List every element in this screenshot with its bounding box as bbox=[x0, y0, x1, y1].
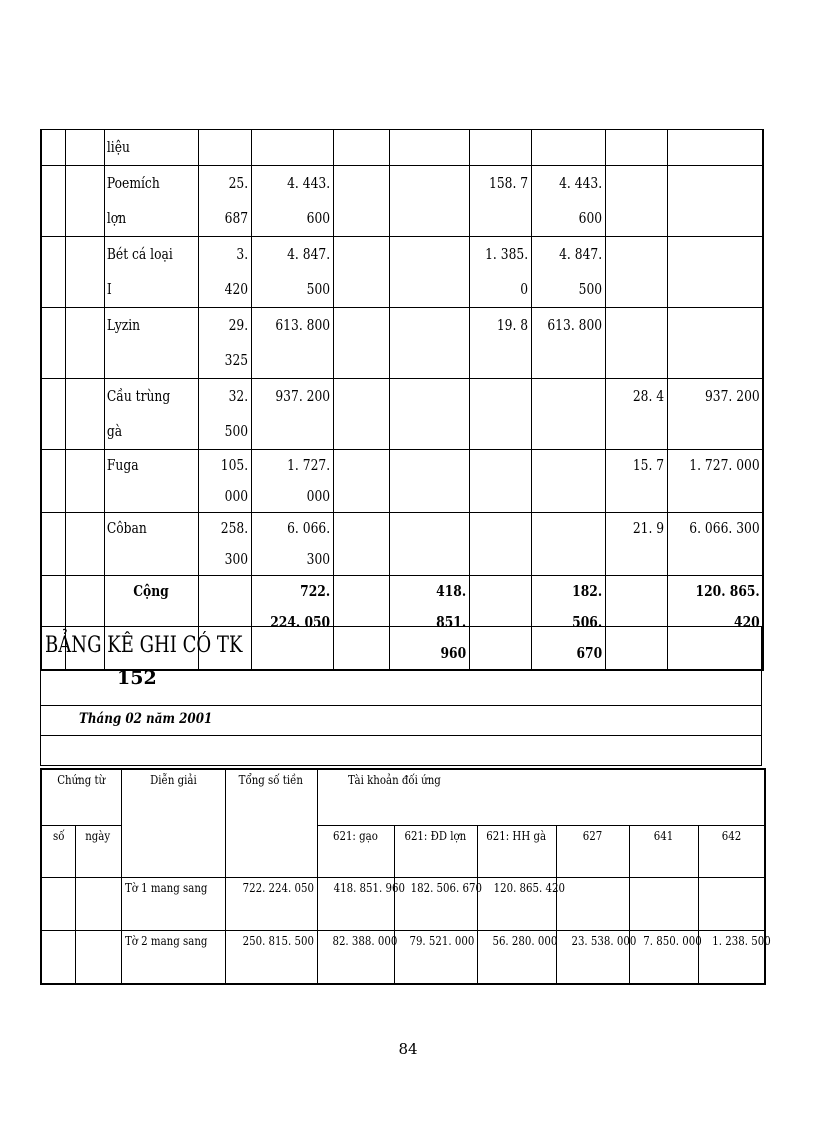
amount-cell: 1. 727. 000 bbox=[266, 450, 333, 513]
material-name-cell: Cầu trùng gà bbox=[104, 379, 181, 450]
voucher-date-header: ngày bbox=[75, 825, 121, 877]
account-header: 627 bbox=[556, 825, 629, 877]
material-name-cell: Poemích lợn bbox=[104, 166, 181, 237]
value-cell bbox=[556, 877, 629, 930]
quantity-cell: 258. 300 bbox=[208, 513, 251, 576]
material-name-cell: Côban bbox=[104, 513, 181, 576]
table-row bbox=[41, 308, 763, 379]
quantity-cell: 105. 000 bbox=[208, 450, 251, 513]
quantity-cell: 32. 500 bbox=[208, 379, 251, 450]
value-cell: 23. 538. 000 bbox=[556, 930, 629, 984]
ledger-header-box bbox=[40, 626, 762, 766]
table-row bbox=[41, 877, 765, 930]
account-header: 642 bbox=[698, 825, 765, 877]
total-header: Tổng số tiền bbox=[225, 769, 317, 877]
value-cell: 613. 800 bbox=[544, 308, 605, 379]
amount-cell: 6. 066. 300 bbox=[266, 513, 333, 576]
counter-account-header: Tài khoản đối ứng bbox=[317, 769, 765, 825]
voucher-no-header: số bbox=[41, 825, 75, 877]
description-cell: Tờ 2 mang sang bbox=[121, 930, 225, 984]
quantity-cell: 29. 325 bbox=[208, 308, 251, 379]
quantity-cell: 25. 687 bbox=[208, 166, 251, 237]
table-row bbox=[41, 237, 763, 308]
page-number: 84 bbox=[398, 1040, 418, 1058]
value-cell: 418. 851. 960 bbox=[317, 877, 394, 930]
period-label: Tháng 02 năm 2001 bbox=[79, 711, 213, 727]
material-name-cell: Lyzin bbox=[104, 308, 181, 379]
value-cell bbox=[698, 877, 765, 930]
value-cell: 82. 388. 000 bbox=[317, 930, 394, 984]
table-row bbox=[41, 379, 763, 450]
value-cell: 120. 865. 420 bbox=[477, 877, 556, 930]
value-cell: 937. 200 bbox=[684, 379, 763, 450]
value-cell: 7. 850. 000 bbox=[629, 930, 698, 984]
amount-cell: 613. 800 bbox=[266, 308, 333, 379]
divider bbox=[41, 735, 761, 736]
total-value-cell: 182. 506. 670 bbox=[544, 576, 605, 671]
total-label: Cộng bbox=[112, 576, 189, 671]
amount-cell: 937. 200 bbox=[266, 379, 333, 450]
value-cell: 182. 506. 670 bbox=[394, 877, 477, 930]
account-header: 621: HH gà bbox=[477, 825, 556, 877]
description-header: Diễn giải bbox=[121, 769, 225, 877]
value-cell: 79. 521. 000 bbox=[394, 930, 477, 984]
value-cell: 1. 238. 500 bbox=[698, 930, 765, 984]
table-row bbox=[41, 130, 763, 166]
amount-cell: 4. 443. 600 bbox=[266, 166, 333, 237]
material-name-cell: Bét cá loại I bbox=[104, 237, 181, 308]
amount-cell: 4. 847. 500 bbox=[266, 237, 333, 308]
total-value-cell: 418. 851. 960 bbox=[403, 576, 469, 671]
value-cell: 21. 9 bbox=[616, 513, 667, 576]
description-cell: Tờ 1 mang sang bbox=[121, 877, 225, 930]
total-cell: 722. 224. 050 bbox=[225, 877, 317, 930]
table-row bbox=[41, 513, 763, 576]
total-cell: 250. 815. 500 bbox=[225, 930, 317, 984]
divider bbox=[41, 705, 761, 706]
quantity-cell: 3. 420 bbox=[208, 237, 251, 308]
value-cell: 1. 385. 0 bbox=[480, 237, 531, 308]
value-cell: 4. 847. 500 bbox=[544, 237, 605, 308]
account-number: 152 bbox=[117, 667, 157, 689]
materials-table bbox=[40, 129, 764, 671]
table-row bbox=[41, 930, 765, 984]
value-cell: 56. 280. 000 bbox=[477, 930, 556, 984]
voucher-header: Chứng từ bbox=[41, 769, 121, 825]
value-cell bbox=[629, 877, 698, 930]
ledger-table bbox=[40, 768, 771, 985]
table-row bbox=[41, 450, 763, 513]
value-cell: 1. 727. 000 bbox=[684, 450, 763, 513]
value-cell: 15. 7 bbox=[616, 450, 667, 513]
material-name-cell: Fuga bbox=[104, 450, 181, 513]
value-cell: 6. 066. 300 bbox=[684, 513, 763, 576]
account-header: 621: gạo bbox=[317, 825, 394, 877]
value-cell: 19. 8 bbox=[480, 308, 531, 379]
table-row bbox=[41, 166, 763, 237]
header-row bbox=[41, 769, 765, 825]
value-cell: 28. 4 bbox=[616, 379, 667, 450]
account-header: 641 bbox=[629, 825, 698, 877]
total-amount-cell: 722. 224. 050 bbox=[266, 576, 333, 671]
total-value-cell: 120. 865. 420 bbox=[684, 576, 763, 671]
material-name-cell: liệu bbox=[104, 130, 181, 166]
value-cell: 158. 7 bbox=[480, 166, 531, 237]
ledger-title: BẢNG KÊ GHI CÓ TK bbox=[45, 633, 243, 658]
account-header: 621: ĐD lợn bbox=[394, 825, 477, 877]
value-cell: 4. 443. 600 bbox=[544, 166, 605, 237]
